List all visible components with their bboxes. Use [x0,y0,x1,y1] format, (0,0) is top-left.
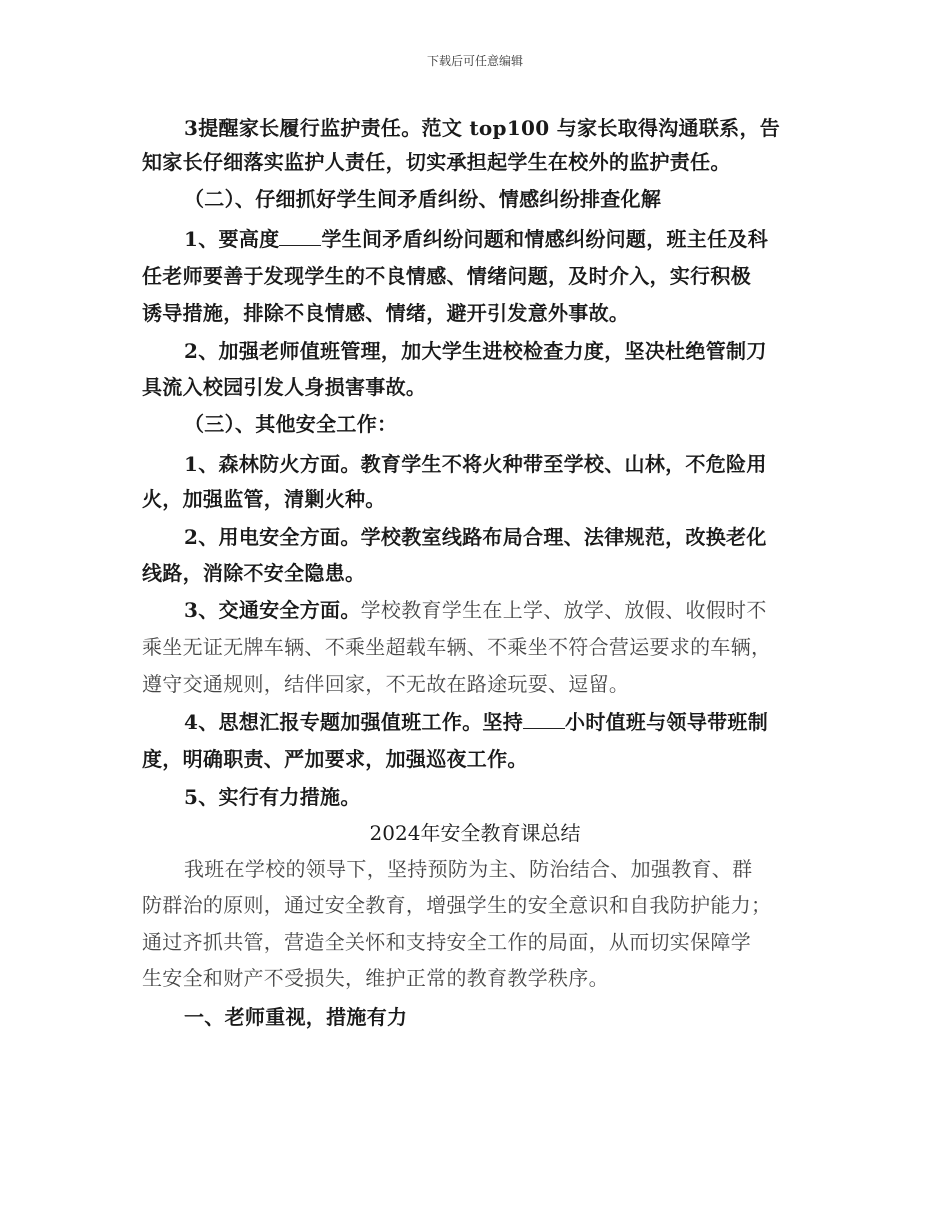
paragraph-line: 乘坐无证无牌车辆、不乘坐超载车辆、不乘坐不符合营运要求的车辆， [142,635,772,659]
paragraph-line: 生安全和财产不受损失，维护正常的教育教学秩序。 [142,966,609,990]
blank-underline [279,227,321,246]
document-title: 2024年安全教育课总结 [369,821,581,845]
blank-underline [523,710,565,729]
paragraph-line: 火，加强监管，清剿火种。 [142,487,386,511]
paragraph-line: 4、思想汇报专题加强值班工作。坚持 小时值班与领导带班制 [184,710,769,734]
paragraph-line: 任老师要善于发现学生的不良情感、情绪问题，及时介入，实行积极 [142,264,751,288]
paragraph-line: 2、用电安全方面。学校教室线路布局合理、法律规范，改换老化 [184,525,767,549]
paragraph-line: 知家长仔细落实监护人责任，切实承担起学生在校外的监护责任。 [142,150,731,174]
paragraph-line: 1、森林防火方面。教育学生不将火种带至学校、山林，不危险用 [184,452,767,476]
page-header: 下载后可任意编辑 [426,54,523,68]
paragraph-line: 遵守交通规则，结伴回家，不无故在路途玩耍、逗留。 [142,672,630,696]
paragraph-line: 度，明确职责、严加要求，加强巡夜工作。 [142,747,528,771]
section-heading: （二）、仔细抓好学生间矛盾纠纷、情感纠纷排查化解 [184,187,662,211]
paragraph-line: 3、交通安全方面。学校教育学生在上学、放学、放假、收假时不 [184,598,767,622]
paragraph-line: 通过齐抓共管，营造全关怀和支持安全工作的局面，从而切实保障学 [142,930,751,954]
paragraph-line: 3提醒家长履行监护责任。范文 top100 与家长取得沟通联系，告 [184,116,781,140]
paragraph-line: 线路，消除不安全隐患。 [142,561,366,585]
paragraph-line: 5、实行有力措施。 [184,785,361,809]
paragraph-line: 具流入校园引发人身损害事故。 [142,375,427,399]
paragraph-line: 1、要高度 学生间矛盾纠纷问题和情感纠纷问题，班主任及科 [184,227,769,251]
section-heading: 一、老师重视，措施有力 [184,1005,408,1029]
paragraph-line: 我班在学校的领导下，坚持预防为主、防治结合、加强教育、群 [184,857,753,881]
paragraph-line: 诱导措施，排除不良情感、情绪，避开引发意外事故。 [142,301,630,325]
paragraph-line: 防群治的原则，通过安全教育，增强学生的安全意识和自我防护能力； [142,893,772,917]
paragraph-line: 2、加强老师值班管理，加大学生进校检查力度，坚决杜绝管制刀 [184,339,767,363]
section-heading: （三）、其他安全工作： [184,412,398,436]
